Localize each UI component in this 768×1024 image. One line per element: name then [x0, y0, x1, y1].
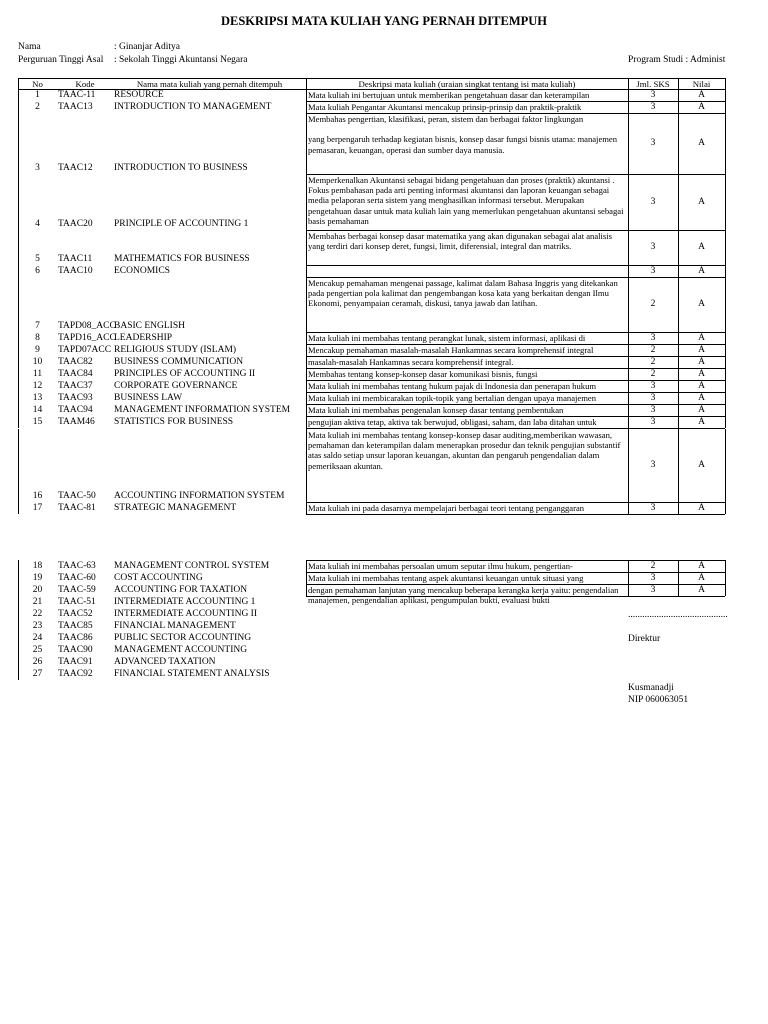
signature-name: Kusmanadji [628, 683, 674, 693]
header-no: No [32, 79, 43, 89]
header-col-line [306, 78, 307, 89]
header-nilai: Nilai [692, 79, 711, 89]
row-nama: INTRODUCTION TO BUSINESS [114, 163, 248, 173]
desc-col-line [725, 392, 726, 404]
row-no: 22 [32, 609, 43, 619]
row-deskripsi: Mata kuliah ini membicarakan topik-topik yang bertalian dengan upaya manajemen [308, 393, 597, 403]
row-sks: 3 [650, 584, 656, 595]
row-no: 20 [32, 585, 43, 595]
row-no: 12 [32, 381, 43, 391]
row-no: 1 [35, 90, 40, 100]
row-nilai: A [698, 242, 705, 252]
row-kode: TAAC-63 [58, 561, 96, 571]
desc-col-line [678, 265, 679, 277]
row-no: 8 [35, 333, 40, 343]
left-border [18, 584, 19, 596]
desc-col-line [306, 265, 307, 277]
left-border [18, 89, 19, 101]
desc-col-line [678, 560, 679, 572]
row-sks: 3 [650, 392, 656, 403]
row-nilai: A [698, 299, 705, 309]
desc-col-line [306, 113, 307, 174]
row-kode: TAAC85 [58, 621, 93, 631]
row-kode: TAAC-50 [58, 491, 96, 501]
row-kode: TAAC-59 [58, 585, 96, 595]
row-no: 3 [35, 163, 40, 173]
desc-col-line [628, 392, 629, 404]
row-nilai: A [698, 368, 705, 379]
row-nama: PRINCIPLE OF ACCOUNTING 1 [114, 219, 249, 229]
row-kode: TAAC-60 [58, 573, 96, 583]
row-no: 17 [32, 503, 43, 513]
row-deskripsi: Mencakup pemahaman mengenai passage, kalimat dalam Bahasa Inggris yang ditekankan pada pengertian pola kalimat dan pengembangan kosa kata yang berkaitan dengan Ilmu Ekonomi, penyampaian ceramah, diskusi, tanya jawab dan latihan. [308, 278, 618, 309]
desc-col-line [306, 277, 307, 332]
row-nama: CORPORATE GOVERNANCE [114, 381, 238, 391]
row-nama: MANAGEMENT ACCOUNTING [114, 645, 248, 655]
row-top-border [306, 89, 725, 90]
row-deskripsi: Mata kuliah ini membahas tentang konsep-konsep dasar auditing,memberikan wawasan, pemahaman dan keterampilan dalam menerapkan prosedur dan teknik pengujian substantif atas saldo setiap unsur laporan keuangan, akuntan dan pengaruh pengendalian dalam pemeriksaan akuntan. [308, 430, 621, 471]
desc-col-line [678, 368, 679, 380]
header-col-line [725, 78, 726, 89]
desc-col-line [725, 174, 726, 230]
desc-col-line [725, 572, 726, 584]
desc-col-line [306, 101, 307, 113]
row-bottom-border [306, 514, 725, 515]
header-col-line [678, 78, 679, 89]
row-deskripsi: Membahas pengertian, klasifikasi, peran, sistem dan berbagai faktor lingkungan yang berpengaruh terhadap kegiatan bisnis, konsep dasar fungsi bisnis utama: manajemen pemasaran, keuangan, operasi dan sumber daya manusia. [308, 114, 618, 155]
row-nilai: A [698, 584, 705, 595]
row-kode: TAAC92 [58, 669, 93, 679]
row-sks: 2 [650, 368, 656, 379]
desc-col-line [306, 368, 307, 380]
row-no: 9 [35, 345, 40, 355]
row-sks: 3 [650, 404, 656, 415]
row-nilai: A [698, 356, 705, 367]
row-nama: FINANCIAL STATEMENT ANALYSIS [114, 669, 270, 679]
row-nilai: A [698, 560, 705, 571]
row-kode: TAPD07ACC [58, 345, 112, 355]
nama-value: : Ginanjar Aditya [114, 42, 180, 52]
desc-col-line [628, 344, 629, 356]
row-nama: COST ACCOUNTING [114, 573, 203, 583]
row-kode: TAAM46 [58, 417, 95, 427]
row-no: 25 [32, 645, 43, 655]
row-nama: ADVANCED TAXATION [114, 657, 216, 667]
header-col-line [628, 78, 629, 89]
left-border [18, 265, 19, 277]
row-sks: 3 [650, 89, 656, 100]
row-no: 10 [32, 357, 43, 367]
row-nama: MATHEMATICS FOR BUSINESS [114, 254, 250, 264]
row-deskripsi: Membahas berbagai konsep dasar matematika yang akan digunakan sebagai alat analisis yang terdiri dari konsep deret, fungsi, limit, diferensial, integral dan matriks. [308, 231, 613, 252]
row-sks: 2 [650, 299, 656, 309]
left-border [18, 174, 19, 230]
left-border [18, 392, 19, 404]
desc-col-line [306, 572, 307, 584]
desc-col-line [306, 429, 307, 502]
row-nilai: A [698, 138, 705, 148]
left-border [18, 344, 19, 356]
row-kode: TAAC-81 [58, 503, 96, 513]
row-no: 11 [32, 369, 43, 379]
left-border [18, 560, 19, 572]
row-kode: TAAC90 [58, 645, 93, 655]
desc-col-line [678, 572, 679, 584]
row-sks: 3 [650, 380, 656, 391]
desc-col-line [628, 416, 629, 428]
row-nama: BUSINESS LAW [114, 393, 183, 403]
row-nama: ACCOUNTING FOR TAXATION [114, 585, 248, 595]
row-kode: TAAC11 [58, 254, 93, 264]
desc-col-line [628, 174, 629, 230]
row-nilai: A [698, 572, 705, 583]
desc-col-line [306, 89, 307, 101]
row-kode: TAAC86 [58, 633, 93, 643]
row-sks: 3 [650, 101, 656, 112]
row-sks: 3 [650, 502, 656, 513]
header-sks: Jml. SKS [636, 79, 670, 89]
row-nama: BASIC ENGLISH [114, 321, 185, 331]
signature-dots: .......................................... [628, 610, 728, 620]
desc-col-line [678, 113, 679, 174]
row-no: 18 [32, 561, 43, 571]
row-deskripsi: Mata kuliah ini membahas tentang hukum pajak di Indonesia dan penerapan hukum [308, 381, 597, 391]
row-nama: MANAGEMENT CONTROL SYSTEM [114, 561, 270, 571]
row-nilai: A [698, 265, 705, 276]
left-border [18, 632, 19, 644]
desc-col-line [725, 429, 726, 502]
row-sks: 3 [650, 332, 656, 343]
row-sks: 3 [650, 138, 656, 148]
desc-col-line [678, 277, 679, 332]
row-nilai: A [698, 502, 705, 513]
row-kode: TAAC10 [58, 266, 93, 276]
desc-col-line [306, 502, 307, 514]
row-no: 15 [32, 417, 43, 427]
left-border [18, 332, 19, 344]
row-sks: 3 [650, 416, 656, 427]
desc-col-line [628, 380, 629, 392]
row-deskripsi: Mata kuliah ini membahas tentang perangkat lunak, sistem informasi, aplikasi di [308, 333, 586, 343]
desc-col-line [725, 230, 726, 265]
row-deskripsi: masalah-masalah Hankamnas secara komprehensif integral. [308, 357, 514, 367]
row-deskripsi: Mata kuliah ini pada dasarnya mempelajari berbagai teori tentang penganggaran [308, 503, 585, 513]
left-border [18, 429, 19, 502]
left-border [18, 380, 19, 392]
row-nilai: A [698, 332, 705, 343]
row-no: 19 [32, 573, 43, 583]
row-deskripsi: Mata kuliah ini membahas tentang aspek akuntansi keuangan untuk situasi yang [308, 573, 584, 583]
row-deskripsi: Mata kuliah ini membahas pengenalan konsep dasar tentang pembentukan [308, 405, 564, 415]
desc-col-line [628, 332, 629, 344]
row-sks: 3 [650, 572, 656, 583]
desc-col-line [725, 416, 726, 428]
row-nama: PUBLIC SECTOR ACCOUNTING [114, 633, 252, 643]
left-border [18, 668, 19, 680]
row-nilai: A [698, 416, 705, 427]
row-no: 6 [35, 266, 40, 276]
row-no: 27 [32, 669, 43, 679]
row-nama: LEADERSHIP [114, 333, 173, 343]
row-kode: TAAC94 [58, 405, 93, 415]
row-kode: TAPD08_ACC [58, 321, 116, 331]
row-sks: 3 [650, 196, 656, 207]
desc-col-line [628, 572, 629, 584]
header-kode: Kode [75, 79, 95, 89]
left-border [18, 596, 19, 608]
desc-col-line [306, 344, 307, 356]
row-deskripsi: Mata kuliah ini membahas persoalan umum seputar ilmu hukum, pengertian- [308, 561, 573, 571]
row-no: 7 [35, 321, 40, 331]
desc-col-line [628, 277, 629, 332]
row-kode: TAAC37 [58, 381, 93, 391]
desc-col-line [306, 332, 307, 344]
row-nama: PRINCIPLES OF ACCOUNTING II [114, 369, 256, 379]
perguruan-tinggi-label: Perguruan Tinggi Asal [18, 55, 104, 65]
desc-col-line [678, 584, 679, 596]
left-border [18, 230, 19, 265]
desc-col-line [725, 101, 726, 113]
row-nama: MANAGEMENT INFORMATION SYSTEM [114, 405, 291, 415]
row-sks: 3 [650, 460, 656, 470]
row-nama: ACCOUNTING INFORMATION SYSTEM [114, 491, 285, 501]
signature-role: Direktur [628, 634, 661, 644]
desc-col-line [678, 332, 679, 344]
desc-col-line [725, 89, 726, 101]
desc-col-line [725, 332, 726, 344]
desc-col-line [725, 560, 726, 572]
row-kode: TAPD16_ACC [58, 333, 116, 343]
desc-col-line [306, 392, 307, 404]
row-sks: 2 [650, 344, 656, 355]
row-nilai: A [698, 196, 705, 207]
row-kode: TAAC93 [58, 393, 93, 403]
header-col-line [18, 78, 19, 89]
row-nama: RELIGIOUS STUDY (ISLAM) [114, 345, 237, 355]
desc-col-line [678, 356, 679, 368]
desc-col-line [628, 502, 629, 514]
row-nilai: A [698, 392, 705, 403]
desc-col-line [306, 584, 307, 596]
left-border [18, 404, 19, 416]
desc-col-line [306, 404, 307, 416]
left-border [18, 368, 19, 380]
row-kode: TAAC84 [58, 369, 93, 379]
desc-col-line [628, 584, 629, 596]
row-kode: TAAC12 [58, 163, 93, 173]
desc-col-line [678, 230, 679, 265]
row-nama: BUSINESS COMMUNICATION [114, 357, 244, 367]
row-no: 13 [32, 393, 43, 403]
row-deskripsi: Mata kuliah ini bertujuan untuk memberikan pengetahuan dasar dan keterampilan [308, 90, 590, 100]
left-border [18, 113, 19, 174]
desc-col-line [628, 101, 629, 113]
row-nama: INTERMEDIATE ACCOUNTING 1 [114, 597, 256, 607]
row-no: 21 [32, 597, 43, 607]
perguruan-tinggi-value: : Sekolah Tinggi Akuntansi Negara [114, 55, 248, 65]
row-no: 16 [32, 491, 43, 501]
row-deskripsi: Membahas tentang konsep-konsep dasar komunikasi bisnis, fungsi [308, 369, 538, 379]
row-no: 26 [32, 657, 43, 667]
signature-nip: NIP 060063051 [628, 695, 689, 705]
desc-col-line [678, 380, 679, 392]
left-border [18, 416, 19, 428]
desc-col-line [306, 174, 307, 230]
row-deskripsi [308, 266, 626, 277]
row-no: 14 [32, 405, 43, 415]
row-deskripsi: Mencakup pemahaman masalah-masalah Hankamnas secara komprehensif integral [308, 345, 594, 355]
row-nama: ECONOMICS [114, 266, 170, 276]
header-desk: Deskripsi mata kuliah (uraian singkat tentang isi mata kuliah) [358, 79, 576, 89]
desc-col-line [678, 101, 679, 113]
row-kode: TAAC20 [58, 219, 93, 229]
row-no: 2 [35, 102, 40, 112]
desc-col-line [678, 502, 679, 514]
header-nama: Nama mata kuliah yang pernah ditempuh [136, 79, 283, 89]
desc-col-line [678, 404, 679, 416]
row-no: 24 [32, 633, 43, 643]
desc-col-line [628, 265, 629, 277]
row-kode: TAAC-51 [58, 597, 96, 607]
row-nilai: A [698, 404, 705, 415]
row-bottom-border [306, 428, 725, 429]
row-nama: STATISTICS FOR BUSINESS [114, 417, 234, 427]
row-top-border [306, 560, 725, 561]
desc-col-line [678, 174, 679, 230]
row-sks: 3 [650, 265, 656, 276]
desc-col-line [306, 230, 307, 265]
desc-col-line [628, 113, 629, 174]
desc-col-line [725, 502, 726, 514]
row-kode: TAAC82 [58, 357, 93, 367]
row-nilai: A [698, 101, 705, 112]
nama-label: Nama [18, 42, 41, 52]
row-nama: INTERMEDIATE ACCOUNTING II [114, 609, 258, 619]
row-nama: FINANCIAL MANAGEMENT [114, 621, 236, 631]
desc-col-line [725, 113, 726, 174]
row-kode: TAAC13 [58, 102, 93, 112]
row-sks: 3 [650, 242, 656, 252]
desc-col-line [306, 356, 307, 368]
row-nilai: A [698, 460, 705, 470]
row-deskripsi: Memperkenalkan Akuntansi sebagai bidang pengetahuan dan proses (praktik) akuntansi . Fokus pembahasan pada arti penting informasi akuntansi dan laporan keuangan sebagai media pelaporan serta sistem yang menghasilkan informasi tersebut. Merupakan pengetahuan dasar untuk mata kuliah lain yang memerlukan pengetahuan akuntansi sebagai basis pemahaman [308, 175, 624, 226]
left-border [18, 620, 19, 632]
row-nama: STRATEGIC MANAGEMENT [114, 503, 237, 513]
left-border [18, 356, 19, 368]
left-border [18, 644, 19, 656]
desc-col-line [725, 368, 726, 380]
page-title: DESKRIPSI MATA KULIAH YANG PERNAH DITEMPUH [220, 14, 548, 28]
left-border [18, 608, 19, 620]
row-kode: TAAC91 [58, 657, 93, 667]
desc-col-line [306, 560, 307, 572]
row-nilai: A [698, 344, 705, 355]
desc-col-line [725, 380, 726, 392]
row-bottom-border [306, 596, 725, 597]
desc-col-line [628, 560, 629, 572]
program-studi: Program Studi : Administ [628, 55, 726, 65]
desc-col-line [628, 89, 629, 101]
left-border [18, 277, 19, 332]
row-deskripsi: dengan pemahaman lanjutan yang mencakup beberapa kerangka kerja yaitu: pengendalian manajemen, pengendalian aplikasi, pengumpulan bukti, evaluasi bukti [308, 585, 619, 606]
desc-col-line [678, 429, 679, 502]
desc-col-line [628, 356, 629, 368]
row-kode: TAAC-11 [58, 90, 96, 100]
desc-col-line [678, 416, 679, 428]
row-nama: RESOURCE [114, 90, 164, 100]
row-kode: TAAC52 [58, 609, 93, 619]
desc-col-line [306, 380, 307, 392]
row-nilai: A [698, 380, 705, 391]
row-sks: 2 [650, 356, 656, 367]
desc-col-line [725, 404, 726, 416]
desc-col-line [725, 277, 726, 332]
row-deskripsi: Mata kuliah Pengantar Akuntansi mencakup prinsip-prinsip dan praktik-praktik [308, 102, 582, 112]
left-border [18, 656, 19, 668]
row-no: 4 [35, 219, 40, 229]
left-border [18, 572, 19, 584]
row-no: 5 [35, 254, 40, 264]
left-border [18, 502, 19, 514]
desc-col-line [628, 368, 629, 380]
desc-col-line [306, 416, 307, 428]
desc-col-line [628, 230, 629, 265]
desc-col-line [725, 584, 726, 596]
left-border [18, 101, 19, 113]
row-sks: 2 [650, 560, 656, 571]
desc-col-line [628, 429, 629, 502]
desc-col-line [725, 356, 726, 368]
desc-col-line [628, 404, 629, 416]
row-no: 23 [32, 621, 43, 631]
desc-col-line [678, 344, 679, 356]
row-deskripsi: pengujian aktiva tetap, aktiva tak berwujud, obligasi, saham, dan laba ditahan untuk [308, 417, 597, 427]
desc-col-line [725, 344, 726, 356]
desc-col-line [678, 392, 679, 404]
row-nama: INTRODUCTION TO MANAGEMENT [114, 102, 272, 112]
desc-col-line [678, 89, 679, 101]
desc-col-line [725, 265, 726, 277]
row-nilai: A [698, 89, 705, 100]
